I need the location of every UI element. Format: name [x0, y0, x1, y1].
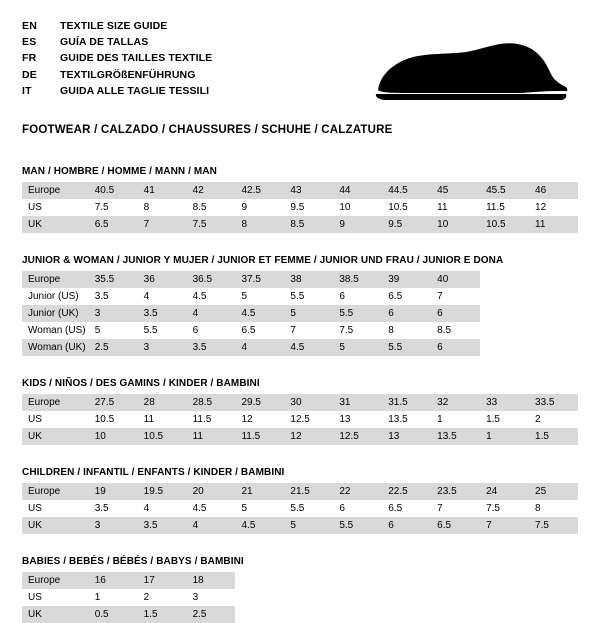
cell: 10.5 [382, 199, 431, 216]
cell: 45 [431, 182, 480, 199]
cell: 44 [333, 182, 382, 199]
row-label: Woman (US) [22, 322, 89, 339]
size-table-kids [22, 394, 578, 445]
cell: 13.5 [382, 411, 431, 428]
cell [382, 572, 431, 589]
cell: 10.5 [89, 411, 138, 428]
cell: 9 [235, 199, 284, 216]
cell: 7.5 [187, 216, 236, 233]
cell: 3 [89, 305, 138, 322]
cell: 5 [235, 288, 284, 305]
cell: 13 [382, 428, 431, 445]
row-label: US [22, 199, 89, 216]
page-title: FOOTWEAR / CALZADO / CHAUSSURES / SCHUHE / CALZATURE [22, 124, 393, 136]
cell: 12 [235, 411, 284, 428]
table-row [22, 322, 578, 339]
language-code: IT [22, 84, 32, 97]
cell: 11 [529, 216, 578, 233]
cell: 8 [529, 500, 578, 517]
size-table-children [22, 483, 578, 534]
row-label: US [22, 500, 89, 517]
cell: 33.5 [529, 394, 578, 411]
cell [529, 589, 578, 606]
row-label: Junior (US) [22, 288, 89, 305]
cell: 35.5 [89, 271, 138, 288]
cell [480, 288, 529, 305]
row-label: UK [22, 606, 89, 623]
table-row [22, 411, 578, 428]
table-row [22, 428, 578, 445]
cell: 22 [333, 483, 382, 500]
cell: 7 [431, 500, 480, 517]
cell: 11 [431, 199, 480, 216]
cell: 40 [431, 271, 480, 288]
cell: 12 [284, 428, 333, 445]
cell [480, 572, 529, 589]
cell: 38.5 [333, 271, 382, 288]
cell: 36 [138, 271, 187, 288]
cell: 42.5 [235, 182, 284, 199]
cell: 29.5 [235, 394, 284, 411]
cell: 7 [431, 288, 480, 305]
cell: 7 [284, 322, 333, 339]
language-row [22, 34, 212, 50]
cell: 33 [480, 394, 529, 411]
cell: 3 [138, 339, 187, 356]
table-row [22, 500, 578, 517]
cell: 10 [89, 428, 138, 445]
cell: 1 [480, 428, 529, 445]
cell: 1.5 [480, 411, 529, 428]
table-row [22, 288, 578, 305]
cell: 23.5 [431, 483, 480, 500]
cell: 3.5 [89, 288, 138, 305]
cell [431, 606, 480, 623]
cell: 1 [431, 411, 480, 428]
cell: 44.5 [382, 182, 431, 199]
cell: 46 [529, 182, 578, 199]
cell: 10 [333, 199, 382, 216]
cell: 4 [187, 517, 236, 534]
language-text: GUÍA DE TALLAS [60, 36, 149, 49]
cell: 2.5 [187, 606, 236, 623]
cell: 10.5 [480, 216, 529, 233]
cell: 3.5 [89, 500, 138, 517]
cell: 5 [284, 517, 333, 534]
cell: 6 [333, 288, 382, 305]
cell: 8 [382, 322, 431, 339]
cell: 37.5 [235, 271, 284, 288]
section-babies [22, 556, 578, 623]
cell: 12.5 [333, 428, 382, 445]
cell [284, 589, 333, 606]
language-list-body [22, 18, 212, 99]
cell: 3 [187, 589, 236, 606]
cell: 16 [89, 572, 138, 589]
cell: 8 [235, 216, 284, 233]
cell [480, 305, 529, 322]
size-table-junior-woman [22, 271, 578, 356]
cell: 21 [235, 483, 284, 500]
row-label: Europe [22, 394, 89, 411]
cell: 31.5 [382, 394, 431, 411]
cell: 4.5 [187, 500, 236, 517]
row-label: Europe [22, 572, 89, 589]
section-title: KIDS / NIÑOS / DES GAMINS / KINDER / BAMBINI [22, 378, 260, 389]
language-row [22, 18, 212, 34]
cell: 10.5 [138, 428, 187, 445]
cell [529, 606, 578, 623]
cell: 6 [431, 305, 480, 322]
cell: 45.5 [480, 182, 529, 199]
table-row [22, 394, 578, 411]
table-row [22, 606, 578, 623]
cell: 5.5 [284, 288, 333, 305]
size-table-man [22, 182, 578, 233]
cell: 3.5 [138, 517, 187, 534]
cell: 4.5 [284, 339, 333, 356]
row-label: UK [22, 216, 89, 233]
cell: 7.5 [89, 199, 138, 216]
cell: 4.5 [235, 305, 284, 322]
cell [431, 589, 480, 606]
cell [480, 606, 529, 623]
cell: 1.5 [138, 606, 187, 623]
cell [529, 572, 578, 589]
section-children [22, 467, 578, 534]
cell: 19.5 [138, 483, 187, 500]
cell: 5.5 [382, 339, 431, 356]
cell: 9.5 [284, 199, 333, 216]
cell: 30 [284, 394, 333, 411]
cell: 25 [529, 483, 578, 500]
table-row [22, 305, 578, 322]
cell [382, 606, 431, 623]
cell: 9 [333, 216, 382, 233]
cell: 5 [89, 322, 138, 339]
cell: 19 [89, 483, 138, 500]
row-label: US [22, 411, 89, 428]
header [22, 18, 578, 110]
cell [480, 271, 529, 288]
cell: 1.5 [529, 428, 578, 445]
cell [431, 572, 480, 589]
cell: 5 [284, 305, 333, 322]
cell: 22.5 [382, 483, 431, 500]
cell: 36.5 [187, 271, 236, 288]
cell: 6 [187, 322, 236, 339]
section-title: BABIES / BEBÉS / BÉBÉS / BABYS / BAMBINI [22, 556, 244, 567]
cell: 3.5 [138, 305, 187, 322]
cell [529, 322, 578, 339]
cell [235, 572, 284, 589]
cell: 3 [89, 517, 138, 534]
table-row [22, 216, 578, 233]
cell: 24 [480, 483, 529, 500]
cell: 4.5 [187, 288, 236, 305]
cell [284, 572, 333, 589]
row-label: UK [22, 517, 89, 534]
cell: 5.5 [333, 517, 382, 534]
language-code: FR [22, 52, 37, 65]
dress-shoe-icon [370, 38, 570, 108]
cell: 11 [138, 411, 187, 428]
cell: 11.5 [235, 428, 284, 445]
cell: 7.5 [480, 500, 529, 517]
cell [529, 271, 578, 288]
cell [235, 606, 284, 623]
language-text: GUIDE DES TAILLES TEXTILE [60, 52, 213, 65]
cell: 7 [138, 216, 187, 233]
cell: 5 [333, 339, 382, 356]
cell: 31 [333, 394, 382, 411]
row-label: Europe [22, 483, 89, 500]
cell: 12 [529, 199, 578, 216]
cell: 5 [235, 500, 284, 517]
cell [333, 572, 382, 589]
cell: 9.5 [382, 216, 431, 233]
cell: 40.5 [89, 182, 138, 199]
cell: 8.5 [284, 216, 333, 233]
language-code: DE [22, 68, 37, 81]
cell: 10 [431, 216, 480, 233]
cell: 27.5 [89, 394, 138, 411]
cell: 5.5 [138, 322, 187, 339]
row-label: US [22, 589, 89, 606]
cell: 18 [187, 572, 236, 589]
cell: 20 [187, 483, 236, 500]
cell: 43 [284, 182, 333, 199]
cell: 6.5 [382, 288, 431, 305]
row-label: Europe [22, 271, 89, 288]
size-table-babies [22, 572, 578, 623]
cell [284, 606, 333, 623]
cell: 2 [529, 411, 578, 428]
table-row [22, 589, 578, 606]
language-text: TEXTILE SIZE GUIDE [60, 20, 168, 32]
cell [480, 589, 529, 606]
language-row [22, 83, 212, 99]
cell: 6 [382, 305, 431, 322]
cell [529, 305, 578, 322]
cell [333, 589, 382, 606]
cell: 12.5 [284, 411, 333, 428]
table-row [22, 517, 578, 534]
cell: 13 [333, 411, 382, 428]
cell: 6 [382, 517, 431, 534]
cell: 38 [284, 271, 333, 288]
cell: 41 [138, 182, 187, 199]
cell: 7 [480, 517, 529, 534]
table-row [22, 339, 578, 356]
language-text: GUIDA ALLE TAGLIE TESSILI [60, 84, 210, 97]
row-label: UK [22, 428, 89, 445]
cell: 6 [431, 339, 480, 356]
row-label: Junior (UK) [22, 305, 89, 322]
cell [529, 339, 578, 356]
cell: 1 [89, 589, 138, 606]
table-row [22, 572, 578, 589]
section-title: MAN / HOMBRE / HOMME / MANN / MAN [22, 166, 217, 177]
cell: 39 [382, 271, 431, 288]
cell: 28 [138, 394, 187, 411]
cell [333, 606, 382, 623]
cell: 11.5 [187, 411, 236, 428]
language-text: TEXTILGRÖßENFÜHRUNG [60, 68, 196, 81]
table-row [22, 483, 578, 500]
cell: 7.5 [529, 517, 578, 534]
section-title: CHILDREN / INFANTIL / ENFANTS / KINDER / BAMBINI [22, 467, 285, 478]
cell: 0.5 [89, 606, 138, 623]
cell: 13.5 [431, 428, 480, 445]
cell [235, 589, 284, 606]
cell: 6.5 [89, 216, 138, 233]
language-code: ES [22, 36, 37, 49]
cell: 42 [187, 182, 236, 199]
cell: 6.5 [431, 517, 480, 534]
cell [382, 589, 431, 606]
table-row [22, 182, 578, 199]
cell: 5.5 [284, 500, 333, 517]
cell: 2.5 [89, 339, 138, 356]
cell [480, 339, 529, 356]
cell: 8.5 [187, 199, 236, 216]
cell: 4 [138, 500, 187, 517]
language-row [22, 50, 212, 66]
row-label: Europe [22, 182, 89, 199]
table-row [22, 199, 578, 216]
cell [529, 288, 578, 305]
cell: 4 [235, 339, 284, 356]
cell: 4 [138, 288, 187, 305]
section-man [22, 166, 578, 233]
cell: 11 [187, 428, 236, 445]
cell: 6 [333, 500, 382, 517]
cell: 7.5 [333, 322, 382, 339]
cell: 6.5 [382, 500, 431, 517]
cell: 5.5 [333, 305, 382, 322]
cell: 3.5 [187, 339, 236, 356]
row-label: Woman (UK) [22, 339, 89, 356]
language-code: EN [22, 20, 37, 32]
table-row [22, 271, 578, 288]
cell: 8 [138, 199, 187, 216]
cell [480, 322, 529, 339]
cell: 4 [187, 305, 236, 322]
section-junior-woman [22, 255, 578, 356]
cell: 17 [138, 572, 187, 589]
cell: 21.5 [284, 483, 333, 500]
section-kids [22, 378, 578, 445]
cell: 8.5 [431, 322, 480, 339]
cell: 6.5 [235, 322, 284, 339]
cell: 32 [431, 394, 480, 411]
cell: 28.5 [187, 394, 236, 411]
language-list [22, 18, 212, 99]
cell: 2 [138, 589, 187, 606]
cell: 4.5 [235, 517, 284, 534]
section-title: JUNIOR & WOMAN / JUNIOR Y MUJER / JUNIOR ET FEMME / JUNIOR UND FRAU / JUNIOR E DONA [22, 255, 504, 266]
cell: 11.5 [480, 199, 529, 216]
language-row [22, 67, 212, 83]
